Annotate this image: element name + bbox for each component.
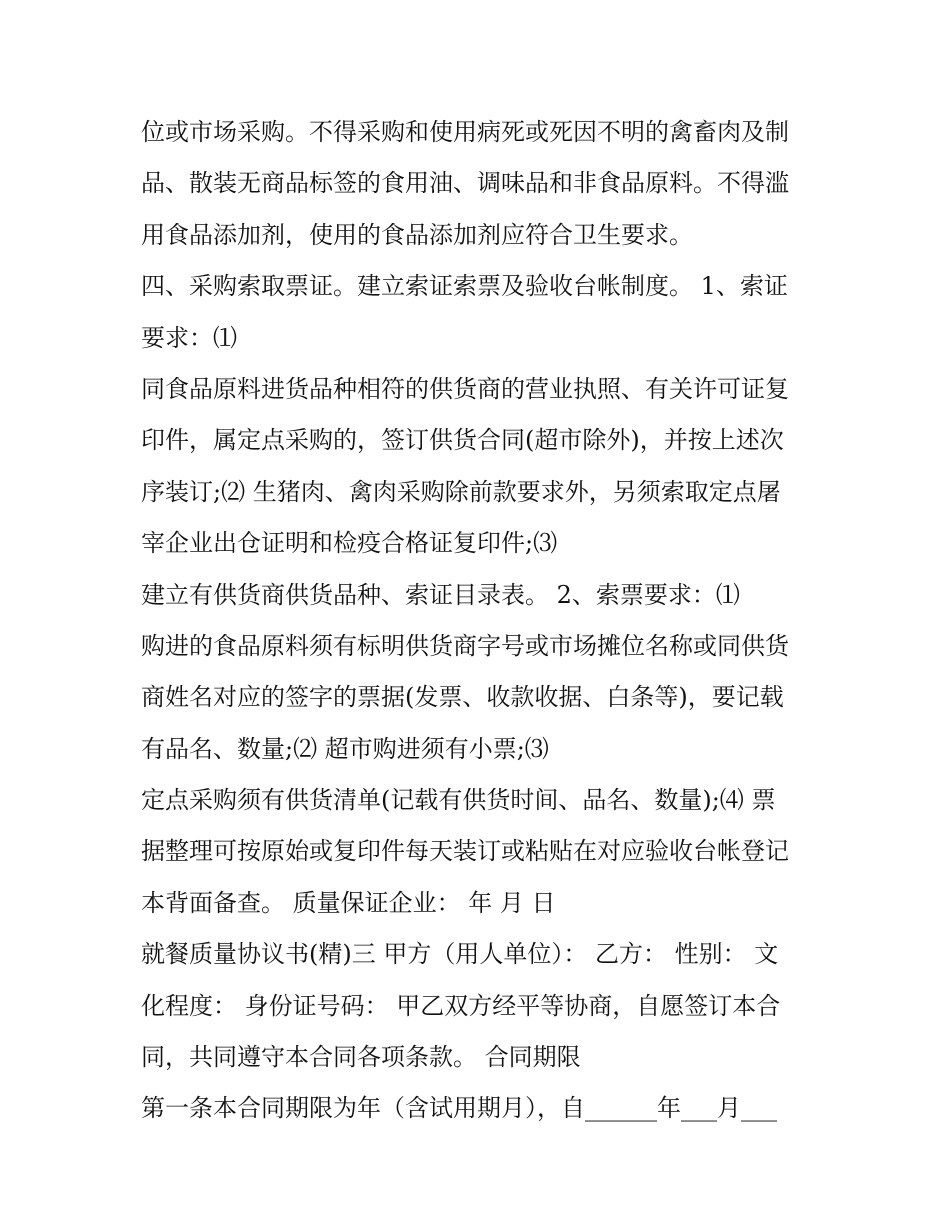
text-line: 品、散装无商品标签的食用油、调味品和非食品原料。不得滥: [141, 169, 789, 198]
text-line: 第一条本合同期限为年（含试用期月），自______年___月___: [141, 1094, 777, 1123]
text-line: 印件，属定点采购的，签订供货合同(超市除外)，并按上述次: [141, 426, 784, 455]
text-line: 序装订;⑵ 生猪肉、禽肉采购除前款要求外，另须索取定点屠: [141, 477, 781, 506]
text-line: 化程度： 身份证号码： 甲乙双方经平等协商，自愿签订本合: [141, 991, 781, 1020]
text-line: 定点采购须有供货清单(记载有供货时间、品名、数量);⑷ 票: [141, 786, 776, 815]
text-line: 商姓名对应的签字的票据(发票、收款收据、白条等)，要记载: [141, 683, 784, 712]
text-line: 就餐质量协议书(精)三 甲方（用人单位）： 乙方： 性别： 文: [141, 940, 779, 969]
text-line: 四、采购索取票证。建立索证索票及验收台帐制度。 1、索证: [141, 272, 788, 301]
text-line: 同，共同遵守本合同各项条款。 合同期限: [141, 1043, 581, 1072]
text-line: 本背面备查。 质量保证企业： 年 月 日: [141, 888, 556, 917]
document-body: [141, 107, 821, 1135]
text-line: 购进的食品原料须有标明供货商字号或市场摊位名称或同供货: [141, 631, 789, 660]
text-line: 位或市场采购。不得采购和使用病死或死因不明的禽畜肉及制: [141, 118, 789, 146]
text-line: 要求：⑴: [141, 323, 237, 352]
text-line: 宰企业出仓证明和检疫合格证复印件;⑶: [141, 529, 558, 558]
text-line: 用食品添加剂，使用的食品添加剂应符合卫生要求。: [141, 220, 693, 249]
text-line: 同食品原料进货品种相符的供货商的营业执照、有关许可证复: [141, 374, 789, 403]
text-line: 据整理可按原始或复印件每天装订或粘贴在对应验收台帐登记: [141, 837, 789, 866]
text-line: 建立有供货商供货品种、索证目录表。 2、索票要求：⑴: [141, 580, 740, 609]
text-line: 有品名、数量;⑵ 超市购进须有小票;⑶: [141, 734, 549, 763]
